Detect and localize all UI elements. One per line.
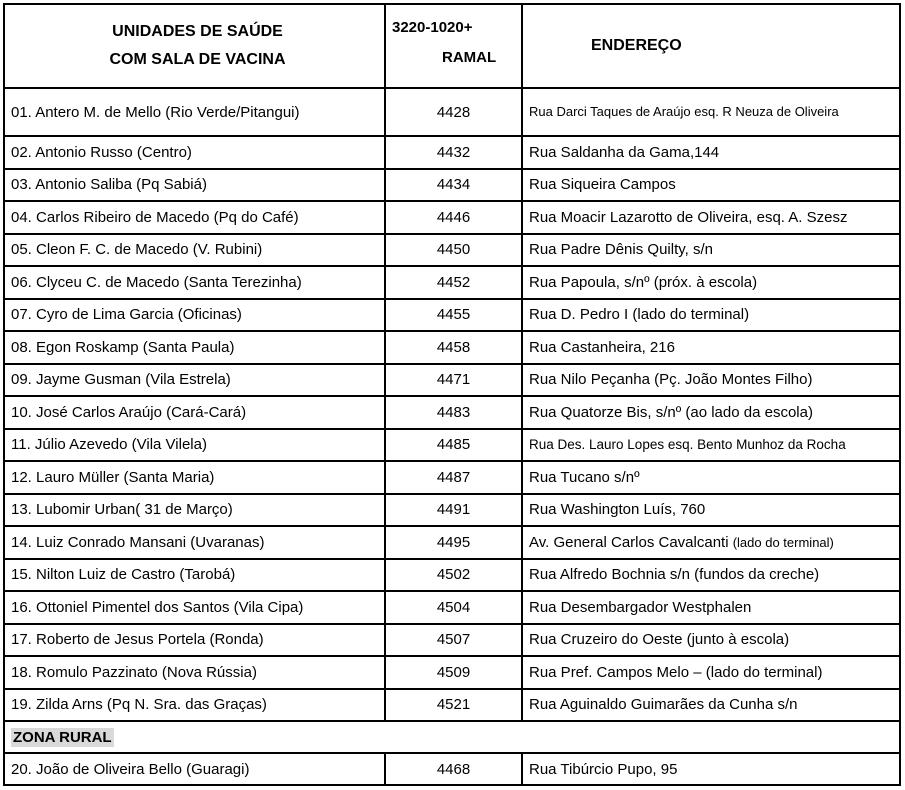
table-row: [4, 364, 900, 397]
ramal-value: 4495: [385, 526, 522, 559]
table-row: [4, 689, 900, 722]
ramal-value: 4509: [385, 656, 522, 689]
address-value: Rua Saldanha da Gama,144: [522, 136, 900, 169]
ramal-value: 4491: [385, 494, 522, 527]
address-value: Rua Aguinaldo Guimarães da Cunha s/n: [522, 689, 900, 722]
ramal-value: 4504: [385, 591, 522, 624]
header-units-line1: UNIDADES DE SAÚDE: [112, 23, 283, 40]
table-row: [4, 461, 900, 494]
table-row: [4, 526, 900, 559]
table-row: [4, 494, 900, 527]
ramal-value: 4432: [385, 136, 522, 169]
unit-name: 09. Jayme Gusman (Vila Estrela): [4, 364, 385, 397]
header-address: ENDEREÇO: [522, 4, 900, 88]
table-row: [4, 299, 900, 332]
table-row: [4, 753, 900, 785]
ramal-value: 4502: [385, 559, 522, 592]
unit-name: 12. Lauro Müller (Santa Maria): [4, 461, 385, 494]
address-value: Rua Darci Taques de Araújo esq. R Neuza de Oliveira: [522, 88, 900, 136]
ramal-value: 4483: [385, 396, 522, 429]
unit-name: 06. Clyceu C. de Macedo (Santa Terezinha): [4, 266, 385, 299]
table-row: [4, 266, 900, 299]
ramal-value: 4450: [385, 234, 522, 267]
unit-name: 13. Lubomir Urban( 31 de Março): [4, 494, 385, 527]
unit-name: 15. Nilton Luiz de Castro (Tarobá): [4, 559, 385, 592]
table-row: [4, 656, 900, 689]
zone-row: [4, 721, 900, 753]
ramal-value: 4428: [385, 88, 522, 136]
zone-label: ZONA RURAL: [13, 728, 112, 746]
ramal-value: 4455: [385, 299, 522, 332]
unit-name: 05. Cleon F. C. de Macedo (V. Rubini): [4, 234, 385, 267]
address-note: (lado do terminal): [732, 534, 834, 550]
address-value: Rua Moacir Lazarotto de Oliveira, esq. A. Szesz: [522, 201, 900, 234]
header-ramal: [385, 4, 522, 88]
ramal-value: 4434: [385, 169, 522, 202]
table-row: [4, 559, 900, 592]
unit-name: 11. Júlio Azevedo (Vila Vilela): [4, 429, 385, 462]
table-row: [4, 88, 900, 136]
address-value: Rua Tibúrcio Pupo, 95: [522, 753, 900, 785]
unit-name: 08. Egon Roskamp (Santa Paula): [4, 331, 385, 364]
header-units: [4, 4, 385, 88]
address-value: Rua Cruzeiro do Oeste (junto à escola): [522, 624, 900, 657]
address-value: Rua D. Pedro I (lado do terminal): [522, 299, 900, 332]
address-value: Rua Quatorze Bis, s/nº (ao lado da escola): [522, 396, 900, 429]
ramal-value: 4471: [385, 364, 522, 397]
table-row: [4, 201, 900, 234]
vaccine-units-table: [3, 3, 901, 786]
zone-cell: [4, 721, 900, 753]
address-value: Rua Padre Dênis Quilty, s/n: [522, 234, 900, 267]
ramal-value: 4446: [385, 201, 522, 234]
address-text: Av. General Carlos Cavalcanti: [529, 533, 729, 551]
address-value: Rua Washington Luís, 760: [522, 494, 900, 527]
unit-name: 10. José Carlos Araújo (Cará-Cará): [4, 396, 385, 429]
address-value: Rua Siqueira Campos: [522, 169, 900, 202]
table-row: [4, 331, 900, 364]
unit-name: 03. Antonio Saliba (Pq Sabiá): [4, 169, 385, 202]
address-value: [522, 526, 900, 559]
address-value: Rua Pref. Campos Melo – (lado do terminal): [522, 656, 900, 689]
ramal-value: 4507: [385, 624, 522, 657]
unit-name: 02. Antonio Russo (Centro): [4, 136, 385, 169]
unit-name: 04. Carlos Ribeiro de Macedo (Pq do Café): [4, 201, 385, 234]
unit-name: 17. Roberto de Jesus Portela (Ronda): [4, 624, 385, 657]
address-value: Rua Nilo Peçanha (Pç. João Montes Filho): [522, 364, 900, 397]
unit-name: 16. Ottoniel Pimentel dos Santos (Vila Cipa): [4, 591, 385, 624]
ramal-value: 4487: [385, 461, 522, 494]
ramal-value: 4485: [385, 429, 522, 462]
unit-name: 01. Antero M. de Mello (Rio Verde/Pitangui): [4, 88, 385, 136]
unit-name: 18. Romulo Pazzinato (Nova Rússia): [4, 656, 385, 689]
table-row: [4, 591, 900, 624]
ramal-value: 4458: [385, 331, 522, 364]
header-phone: 3220-1020+: [392, 19, 473, 36]
header-units-line2: COM SALA DE VACINA: [109, 51, 286, 68]
table-header-row: [4, 4, 900, 88]
header-ramal-label: RAMAL: [442, 49, 497, 66]
unit-name: 07. Cyro de Lima Garcia (Oficinas): [4, 299, 385, 332]
unit-name: 14. Luiz Conrado Mansani (Uvaranas): [4, 526, 385, 559]
address-value: Rua Papoula, s/nº (próx. à escola): [522, 266, 900, 299]
address-value: Rua Des. Lauro Lopes esq. Bento Munhoz da Rocha: [522, 429, 900, 462]
ramal-value: 4521: [385, 689, 522, 722]
address-value: Rua Desembargador Westphalen: [522, 591, 900, 624]
ramal-value: 4468: [385, 753, 522, 785]
table-row: [4, 136, 900, 169]
table-row: [4, 624, 900, 657]
table-row: [4, 169, 900, 202]
address-value: Rua Castanheira, 216: [522, 331, 900, 364]
ramal-value: 4452: [385, 266, 522, 299]
table-row: [4, 234, 900, 267]
table-row: [4, 396, 900, 429]
unit-name: 19. Zilda Arns (Pq N. Sra. das Graças): [4, 689, 385, 722]
address-value: Rua Tucano s/nº: [522, 461, 900, 494]
unit-name: 20. João de Oliveira Bello (Guaragi): [4, 753, 385, 785]
address-value: Rua Alfredo Bochnia s/n (fundos da creche): [522, 559, 900, 592]
table-row: [4, 429, 900, 462]
